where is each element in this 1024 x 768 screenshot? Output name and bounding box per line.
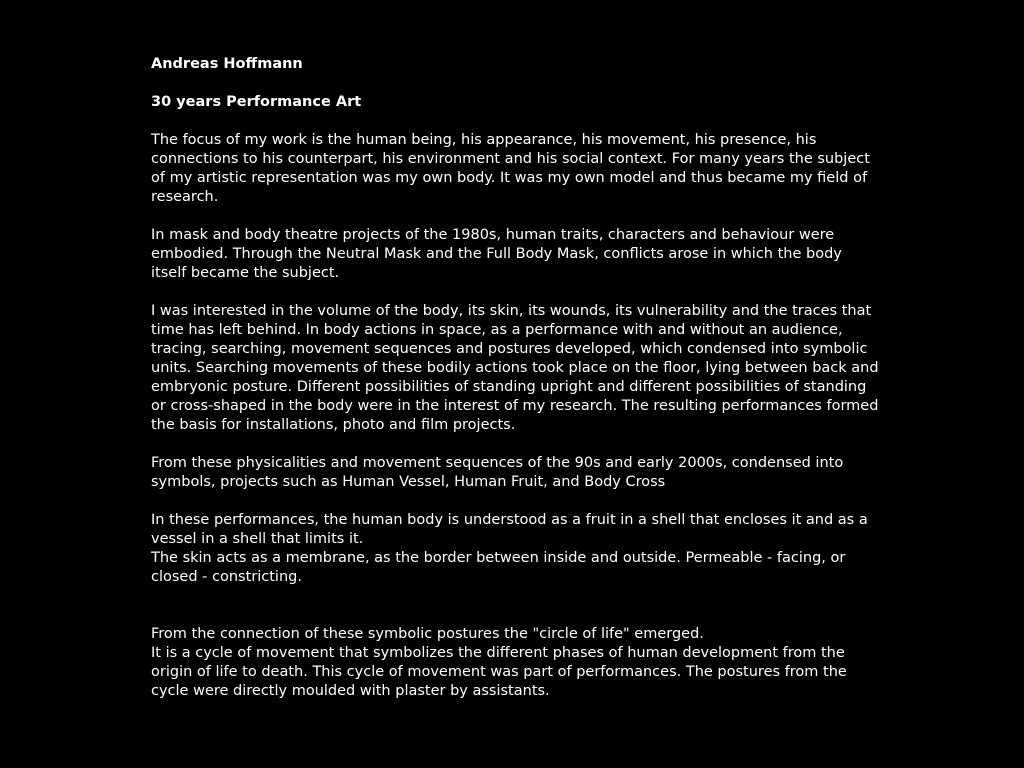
text-line: From these physicalities and movement sequences of the 90s and early 2000s, condensed into	[151, 455, 844, 471]
article-content	[151, 55, 891, 720]
text-line: the basis for installations, photo and film projects.	[151, 417, 516, 433]
text-line: tracing, searching, movement sequences and postures developed, which condensed into symbolic	[151, 341, 868, 357]
text-line: embodied. Through the Neutral Mask and the Full Body Mask, conflicts arose in which the body	[151, 246, 842, 262]
text-line: connections to his counterpart, his environment and his social context. For many years the subject	[151, 151, 870, 167]
page-subtitle: 30 years Performance Art	[151, 94, 362, 110]
text-line: In mask and body theatre projects of the 1980s, human traits, characters and behaviour were	[151, 227, 835, 243]
text-line: From the connection of these symbolic postures the "circle of life" emerged.	[151, 626, 704, 642]
author-name: Andreas Hoffmann	[151, 56, 303, 72]
text-line: I was interested in the volume of the body, its skin, its wounds, its vulnerability and the traces that	[151, 303, 872, 319]
text-line: itself became the subject.	[151, 265, 340, 281]
text-line: It is a cycle of movement that symbolizes the different phases of human development from the	[151, 645, 845, 661]
text-line: symbols, projects such as Human Vessel, Human Fruit, and Body Cross	[151, 474, 666, 490]
text-line: of my artistic representation was my own body. It was my own model and thus became my field of	[151, 170, 868, 186]
text-line: The skin acts as a membrane, as the border between inside and outside. Permeable - facing, or	[151, 550, 846, 566]
text-line: research.	[151, 189, 219, 205]
paragraph-mask-theatre	[151, 226, 891, 283]
text-line: closed - constricting.	[151, 569, 302, 585]
text-line: vessel in a shell that limits it.	[151, 531, 364, 547]
paragraph-body-volume	[151, 302, 891, 435]
text-line: origin of life to death. This cycle of movement was part of performances. The postures from the	[151, 664, 847, 680]
paragraph-projects	[151, 454, 891, 492]
text-line: embryonic posture. Different possibilities of standing upright and different possibilities of standing	[151, 379, 867, 395]
paragraph-performances	[151, 511, 891, 587]
text-line: The focus of my work is the human being, his appearance, his movement, his presence, his	[151, 132, 817, 148]
paragraph-focus	[151, 131, 891, 207]
text-line: units. Searching movements of these bodily actions took place on the floor, lying between back and	[151, 360, 879, 376]
text-line: In these performances, the human body is understood as a fruit in a shell that encloses it and as a	[151, 512, 868, 528]
text-line: or cross-shaped in the body were in the interest of my research. The resulting performances formed	[151, 398, 879, 414]
text-line: cycle were directly moulded with plaster by assistants.	[151, 683, 550, 699]
text-line: time has left behind. In body actions in space, as a performance with and without an audience,	[151, 322, 843, 338]
paragraph-circle-of-life	[151, 625, 891, 701]
